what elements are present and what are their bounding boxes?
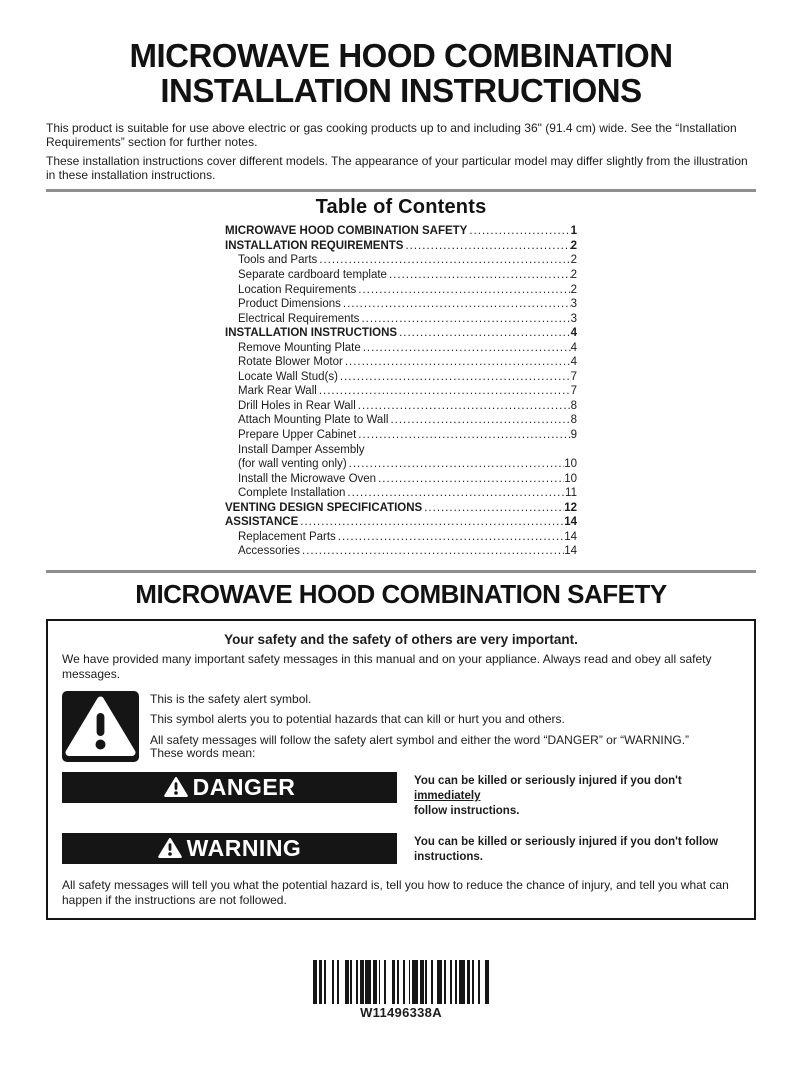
toc-entry-label: Complete Installation xyxy=(238,487,346,500)
toc-entry-label: Accessories xyxy=(238,545,300,558)
toc-entry-label: Tools and Parts xyxy=(238,254,318,267)
toc-entry xyxy=(225,544,577,559)
toc-entry-page-number: 8 xyxy=(570,399,577,412)
toc-entry-page-number: 14 xyxy=(564,545,577,558)
toc-dot-leader xyxy=(361,312,570,327)
toc-entry xyxy=(225,297,577,312)
barcode-bar xyxy=(485,960,489,1004)
warning-triangle-icon xyxy=(158,837,182,859)
toc-entry-page-number: 14 xyxy=(564,516,577,529)
safety-alert-row xyxy=(62,691,740,762)
toc-entry xyxy=(225,457,577,472)
toc-dot-leader xyxy=(319,253,570,268)
barcode-label: W11496338A xyxy=(360,1004,442,1020)
safety-alert-icon xyxy=(62,691,139,762)
danger-signal-bar xyxy=(62,772,397,803)
toc-entry xyxy=(225,530,577,545)
toc-entry-label: Mark Rear Wall xyxy=(238,385,317,398)
intro-paragraphs xyxy=(46,122,756,182)
safety-section-heading: MICROWAVE HOOD COMBINATION SAFETY xyxy=(135,578,667,609)
toc-dot-leader xyxy=(405,239,570,254)
toc-dot-leader xyxy=(345,355,571,370)
toc-entry xyxy=(225,283,577,298)
toc-entry-page-number: 7 xyxy=(570,385,577,398)
toc-entry xyxy=(225,312,577,327)
document-title xyxy=(46,38,756,108)
warning-row xyxy=(62,833,740,865)
toc-dot-leader xyxy=(343,297,571,312)
danger-desc-line2: follow instructions. xyxy=(414,804,520,817)
safety-alert-text xyxy=(150,691,689,762)
toc-dot-leader xyxy=(358,428,570,443)
toc-entry xyxy=(225,413,577,428)
toc-entry-label: Remove Mounting Plate xyxy=(238,341,361,354)
toc-entry-page-number: 2 xyxy=(570,269,577,282)
toc-dot-leader xyxy=(358,283,570,298)
safety-box-title: Your safety and the safety of others are very important. xyxy=(224,631,578,647)
safety-statements-box xyxy=(46,619,756,920)
toc-entry xyxy=(225,224,577,239)
toc-entry xyxy=(225,326,577,341)
danger-label: DANGER xyxy=(192,773,296,800)
toc-entry-page-number: 4 xyxy=(570,327,577,340)
toc-entry-page-number: 7 xyxy=(570,370,577,383)
toc-entry xyxy=(225,399,577,414)
toc-entry-page-number: 2 xyxy=(570,254,577,267)
toc-entry-label: Install Damper Assembly xyxy=(238,443,365,456)
toc-entry-page-number: 12 xyxy=(564,501,577,514)
divider xyxy=(46,189,756,192)
toc-entry-label: MICROWAVE HOOD COMBINATION SAFETY xyxy=(225,225,468,238)
toc-entry-label: INSTALLATION INSTRUCTIONS xyxy=(225,327,398,340)
toc-entry xyxy=(225,355,577,370)
toc-entry-label: Prepare Upper Cabinet xyxy=(238,429,357,442)
warning-desc-line2: instructions. xyxy=(414,850,484,863)
toc-dot-leader xyxy=(349,457,565,472)
toc-entry-label: Attach Mounting Plate to Wall xyxy=(238,414,389,427)
toc-entry-label: INSTALLATION REQUIREMENTS xyxy=(225,239,404,252)
alert-line-3: All safety messages will follow the safety alert symbol and either the word “DANGER” or “WARNING.” xyxy=(150,732,690,747)
toc-entry-page-number: 11 xyxy=(565,487,577,500)
toc-entry xyxy=(225,253,577,268)
danger-underlined-word: immediately xyxy=(414,789,481,802)
danger-row xyxy=(62,772,740,819)
toc-entry xyxy=(225,486,577,501)
toc-dot-leader xyxy=(338,530,564,545)
document-title-line2: INSTALLATION INSTRUCTIONS xyxy=(160,72,642,109)
danger-description xyxy=(414,774,740,819)
toc-entry-page-number: 3 xyxy=(570,312,577,325)
toc-dot-leader xyxy=(389,268,571,283)
toc-dot-leader xyxy=(424,501,564,516)
safety-closing-paragraph: All safety messages will tell you what the potential hazard is, tell you how to reduce the chance of injury, and tell you what can happen if the instructions are not followed. xyxy=(62,877,729,907)
toc-entry-page-number: 9 xyxy=(570,429,577,442)
toc-entry xyxy=(225,472,577,487)
intro-paragraph-2: These installation instructions cover different models. The appearance of your particular model may differ slightly from the illustration in these installation instructions. xyxy=(46,154,748,182)
toc-dot-leader xyxy=(300,515,564,530)
warning-signal-bar xyxy=(62,833,397,864)
document-page xyxy=(0,38,802,1075)
toc-entry-label: Replacement Parts xyxy=(238,530,336,543)
toc-entry xyxy=(225,370,577,385)
alert-line-4: These words mean: xyxy=(150,746,256,761)
barcode xyxy=(313,960,489,1004)
toc-entry-label: ASSISTANCE xyxy=(225,516,299,529)
toc-entry-page-number: 1 xyxy=(570,225,577,238)
warning-triangle-icon xyxy=(164,776,188,798)
toc-entry xyxy=(225,428,577,443)
toc-entry xyxy=(225,239,577,254)
toc-entry-label: Locate Wall Stud(s) xyxy=(238,370,338,383)
toc-dot-leader xyxy=(378,472,564,487)
toc-entry-page-number: 8 xyxy=(570,414,577,427)
toc-entry-page-number: 10 xyxy=(564,472,577,485)
toc-entry xyxy=(225,384,577,399)
toc-dot-leader xyxy=(469,224,570,239)
toc-entry xyxy=(225,341,577,356)
toc-entry-page-number: 3 xyxy=(570,298,577,311)
warning-desc-line1: You can be killed or seriously injured if you don't follow xyxy=(414,835,719,848)
barcode-block xyxy=(46,960,756,1020)
toc-dot-leader xyxy=(390,413,570,428)
toc-dot-leader xyxy=(340,370,571,385)
toc-entry-page-number: 2 xyxy=(570,283,577,296)
toc-entry-label: VENTING DESIGN SPECIFICATIONS xyxy=(225,501,423,514)
toc-dot-leader xyxy=(358,399,571,414)
toc-entry xyxy=(225,515,577,530)
toc-entry-page-number: 14 xyxy=(564,530,577,543)
alert-line-1: This is the safety alert symbol. xyxy=(150,691,312,706)
toc-entry xyxy=(225,501,577,516)
warning-description xyxy=(414,835,740,865)
toc-entry-label: Product Dimensions xyxy=(238,298,341,311)
toc-dot-leader xyxy=(302,544,564,559)
toc-dot-leader xyxy=(363,341,571,356)
alert-line-2: This symbol alerts you to potential hazards that can kill or hurt you and others. xyxy=(150,712,565,727)
toc-entry-label: (for wall venting only) xyxy=(238,458,347,471)
danger-desc-line1: You can be killed or seriously injured if you don't immediately xyxy=(414,774,682,802)
warning-label: WARNING xyxy=(186,834,302,861)
toc-entry-page-number: 4 xyxy=(570,341,577,354)
toc-entry xyxy=(225,443,577,458)
toc-entry-label: Install the Microwave Oven xyxy=(238,472,377,485)
toc-entry-page-number: 2 xyxy=(570,239,577,252)
document-title-line1: MICROWAVE HOOD COMBINATION xyxy=(129,37,673,74)
toc-entry-label: Electrical Requirements xyxy=(238,312,360,325)
toc-entry-page-number: 10 xyxy=(564,458,577,471)
intro-paragraph-1: This product is suitable for use above electric or gas cooking products up to and including 36" (91.4 cm) wide. See the “Installation Requirements” section for further notes. xyxy=(46,121,737,149)
toc-dot-leader xyxy=(399,326,571,341)
toc-entry-label: Drill Holes in Rear Wall xyxy=(238,399,356,412)
toc-entry-label: Rotate Blower Motor xyxy=(238,356,343,369)
toc-entry-label: Location Requirements xyxy=(238,283,357,296)
toc-entry-label: Separate cardboard template xyxy=(238,269,387,282)
toc-dot-leader xyxy=(319,384,571,399)
safety-box-intro: We have provided many important safety messages in this manual and on your appliance. Always read and obey all safety messages. xyxy=(62,651,712,681)
toc-entry xyxy=(225,268,577,283)
divider xyxy=(46,570,756,573)
toc-heading: Table of Contents xyxy=(315,196,487,219)
table-of-contents xyxy=(225,224,577,559)
toc-dot-leader xyxy=(347,486,565,501)
toc-entry-page-number: 4 xyxy=(570,356,577,369)
